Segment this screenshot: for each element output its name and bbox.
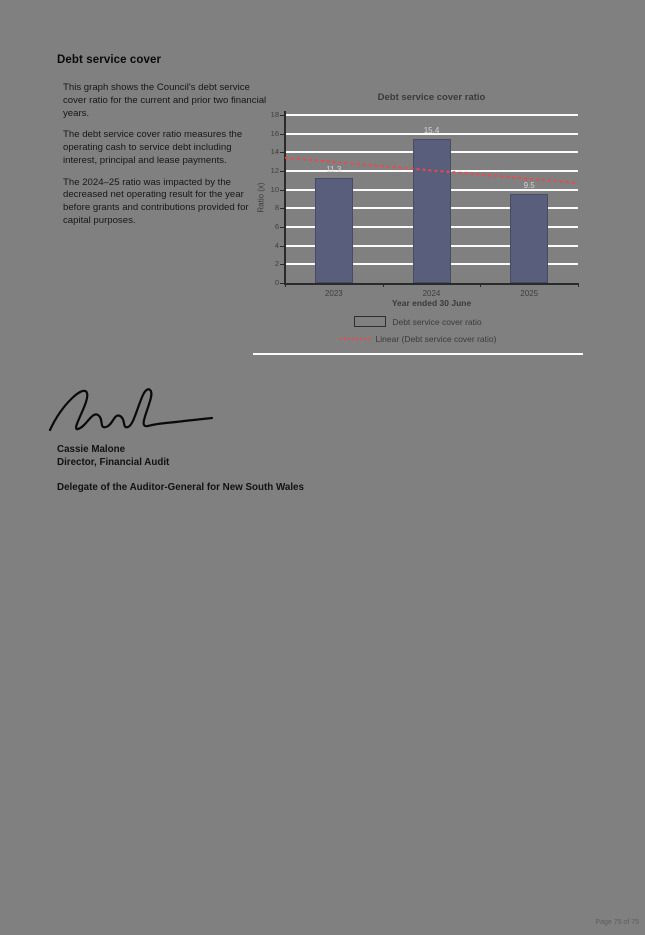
y-tick-label: 16	[270, 128, 279, 138]
chart-bottom-divider	[253, 353, 583, 355]
x-tick-label: 2025	[520, 289, 539, 298]
legend-trend-swatch	[340, 338, 370, 340]
y-tick-label: 6	[274, 222, 279, 231]
x-axis-label: Year ended 30 June	[391, 298, 472, 308]
x-tick-label: 2024	[422, 289, 441, 298]
bar-value-label: 11.3	[326, 164, 342, 174]
y-tick-label: 18	[270, 110, 279, 119]
y-tick-label: 14	[270, 147, 279, 157]
legend-item-bar	[253, 316, 583, 327]
bar-value-label: 15.4	[423, 126, 440, 136]
delegate-line: Delegate of the Auditor-General for New South Wales	[57, 482, 304, 493]
x-tick-label: 2023	[324, 289, 343, 298]
paragraph: The 2024–25 ratio was impacted by the decreased net operating result for the year before grants and contributions provided for capital purposes.	[63, 176, 249, 226]
legend-item-trend	[253, 334, 583, 344]
y-tick-label: 0	[274, 278, 279, 287]
paragraph: The debt service cover ratio measures the operating cash to service debt including interest, principal and lease payments.	[63, 129, 243, 166]
page-footer: Page 75 of 75	[595, 919, 639, 926]
signatory-name: Cassie Malone	[57, 444, 126, 455]
bar-value-label: 9.5	[523, 181, 535, 191]
legend-bar-swatch	[354, 316, 386, 327]
legend-bar-label: Debt service cover ratio	[392, 316, 482, 327]
y-tick-label: 4	[274, 240, 279, 250]
signatory-block	[57, 443, 169, 470]
y-tick-label: 2	[274, 259, 279, 269]
signature-stroke	[50, 389, 212, 430]
description-paragraphs	[63, 82, 267, 237]
legend-trend-label: Linear (Debt service cover ratio)	[375, 334, 497, 344]
y-tick-label: 10	[270, 184, 279, 194]
y-axis-label: Ratio (x)	[256, 182, 266, 213]
paragraph: This graph shows the Council's debt service cover ratio for the current and prior two financial years.	[63, 82, 267, 119]
section-heading: Debt service cover	[57, 54, 162, 66]
debt-service-cover-chart	[253, 90, 583, 360]
signature	[46, 382, 224, 447]
y-tick-label: 8	[274, 203, 279, 213]
y-tick-label: 12	[270, 166, 279, 175]
signatory-title: Director, Financial Audit	[57, 457, 170, 469]
chart-title: Debt service cover ratio	[377, 92, 486, 103]
